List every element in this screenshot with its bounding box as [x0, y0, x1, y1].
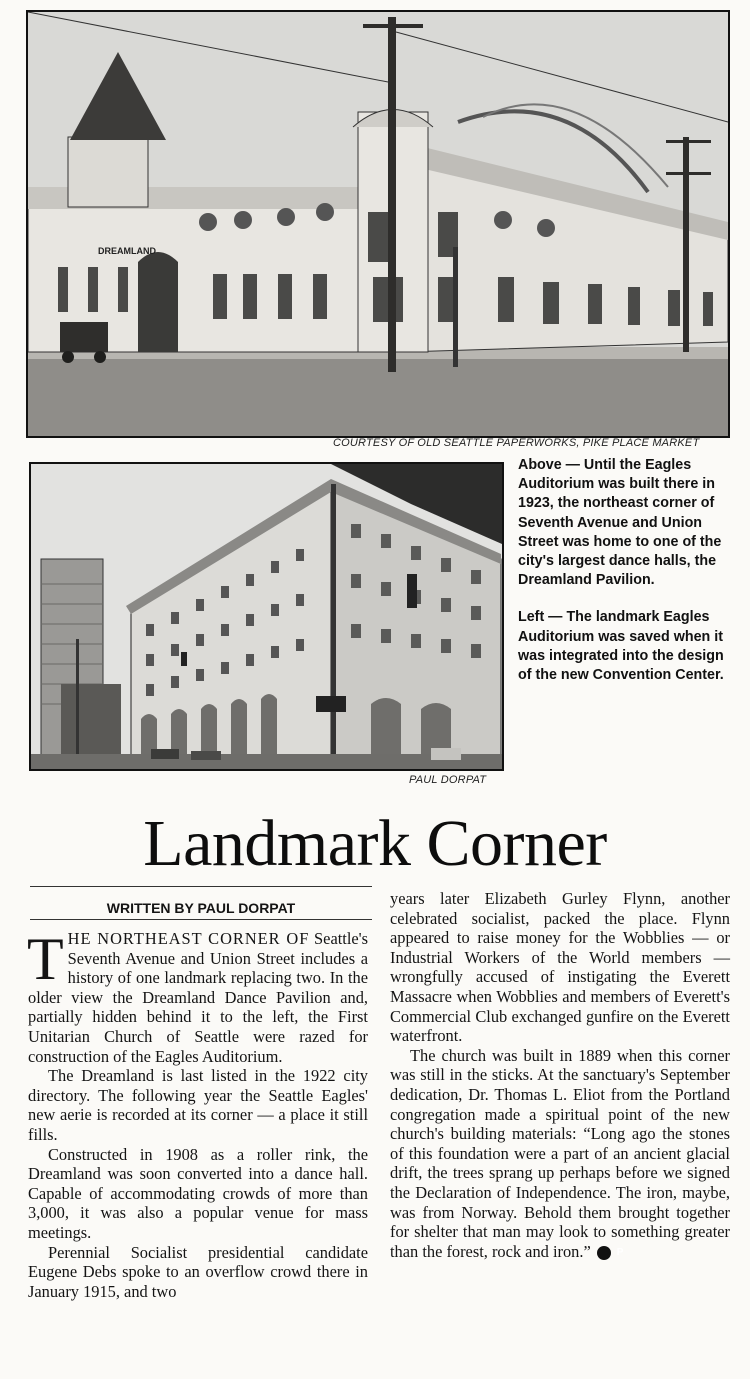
- end-mark-icon: P: [597, 1246, 611, 1260]
- article-paragraph-3: Constructed in 1908 as a roller rink, the Dreamland was soon converted into a dance hall. Capable of accommodating crowds of more than 3,000, it was also a popular venue for mass meetings.: [28, 1144, 368, 1242]
- byline: WRITTEN BY PAUL DORPAT: [106, 900, 296, 916]
- article-paragraph-5: [390, 1046, 730, 1262]
- caption-left: Left — The landmark Eagles Auditorium was saved when it was integrated into the design of the new Convention Center.: [518, 609, 724, 684]
- article-column-right: [390, 889, 730, 1261]
- paragraph-5-text: The church was built in 1889 when this corner was still in the sticks. At the sanctuary's September dedication, Dr. Thomas L. Eliot from the Portland congregation made a spiritual point of the new church's building materials: “Long ago the stones of this foundation were a part of an ancient glacial drift, the trees sprang up perhaps before we signed the Declaration of Independence. The iron, maybe, was from Norway. Behold them brought together for shelter that man may look to something greater than the forest, rock and iron.”: [390, 1045, 730, 1261]
- photo-captions: [518, 456, 740, 685]
- caption-above: Above — Until the Eagles Auditorium was built there in 1923, the northeast corner of Seventh Avenue and Union Street was home to one of the city's largest dance halls, the Dreamland Pavilion.: [518, 457, 722, 589]
- byline-rule-box: [30, 886, 372, 920]
- bottom-photo-credit: PAUL DORPAT: [409, 774, 487, 786]
- article-paragraph-2: The Dreamland is last listed in the 1922 city directory. The following year the Seattle Eagles' new aerie is recorded at its corner — a place it still fills.: [28, 1066, 368, 1144]
- drop-cap: T: [27, 926, 64, 992]
- article-paragraph-4: Perennial Socialist presidential candidate Eugene Debs spoke to an overflow crowd there in January 1915, and two: [28, 1242, 368, 1301]
- lead-smallcaps: HE NORTHEAST CORNER OF: [67, 929, 310, 948]
- top-photo-credit: COURTESY OF OLD SEATTLE PAPERWORKS, PIKE PLACE MARKET: [333, 437, 700, 449]
- photo-dreamland-pavilion: [26, 10, 730, 438]
- article-headline: Landmark Corner: [143, 807, 607, 880]
- paragraph-1-text: Seattle's Seventh Avenue and Union Street includes a history of one landmark replacing two. In the older view the Dreamland Dance Pavilion and, partially hidden behind it to the left, the First Unitarian Church of Seattle were razed for construction of the Eagles Auditorium.: [28, 929, 368, 1066]
- dreamland-sign: DREAMLAND: [98, 246, 156, 256]
- article-column-left: [27, 926, 368, 1301]
- photo-eagles-auditorium: [29, 462, 504, 771]
- article-paragraph-1: [27, 926, 368, 1066]
- article-paragraph-4-continued: years later Elizabeth Gurley Flynn, another celebrated socialist, packed the place. Flynn appeared to raise money for the Wobblies — or Industrial Workers of the World members — wrongfully accused of instigating the Everett Massacre when Wobblies and members of Everett's Commercial Club exchanged gunfire on the Everett waterfront.: [390, 889, 730, 1046]
